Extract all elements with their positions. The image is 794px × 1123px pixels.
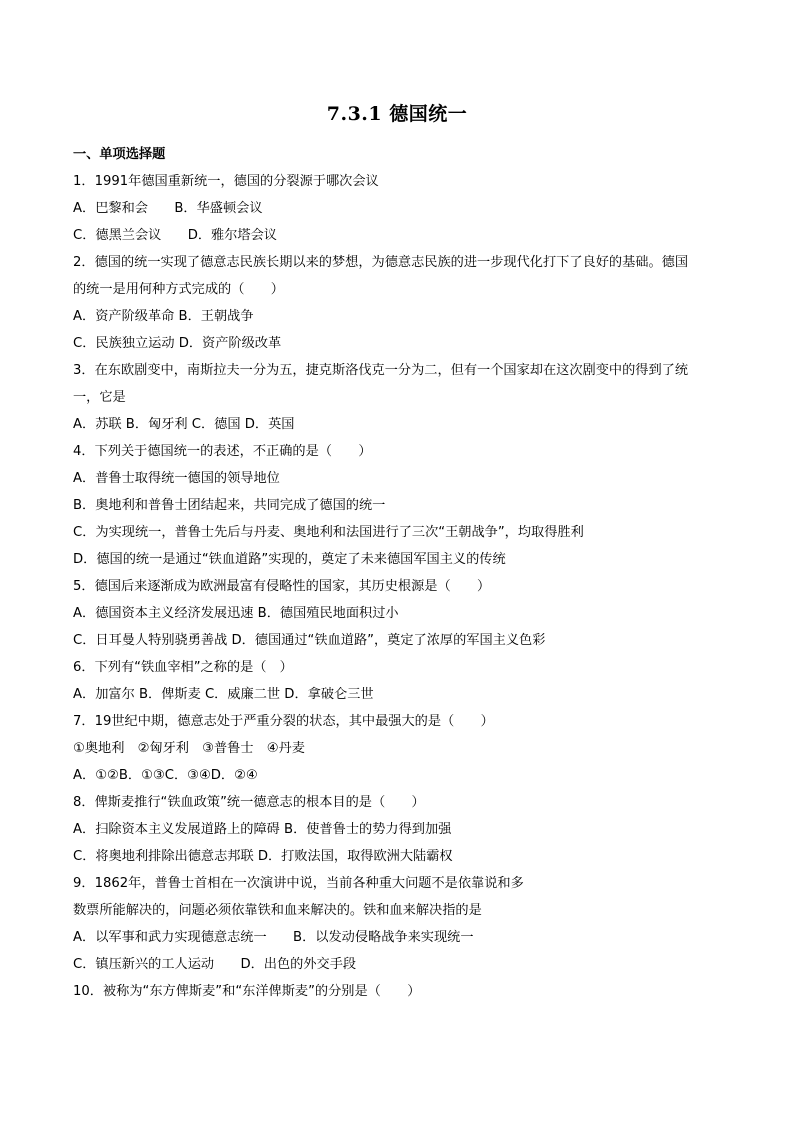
question-3-options: A．苏联 B．匈牙利 C．德国 D．英国 <box>73 417 295 432</box>
question-2-stem-line-2: 的统一是用何种方式完成的（ ） <box>73 282 284 297</box>
document-body <box>73 141 725 1005</box>
question-8-options-cd: C．将奥地利排除出德意志邦联 D．打败法国，取得欧洲大陆霸权 <box>73 849 453 864</box>
question-8-stem: 8．俾斯麦推行“铁血政策”统一德意志的根本目的是（ ） <box>73 795 425 810</box>
section-heading: 一、单项选择题 <box>73 147 166 162</box>
question-4-stem: 4．下列关于德国统一的表述，不正确的是（ ） <box>73 444 372 459</box>
question-7-stem: 7．19世纪中期，德意志处于严重分裂的状态，其中最强大的是（ ） <box>73 714 494 729</box>
question-7-items: ①奥地利 ②匈牙利 ③普鲁士 ④丹麦 <box>73 741 305 756</box>
question-1-options-ab: A．巴黎和会 B．华盛顿会议 <box>73 201 263 216</box>
question-9-options-ab: A．以军事和武力实现德意志统一 B．以发动侵略战争来实现统一 <box>73 930 474 945</box>
document-title: 7.3.1 德国统一 <box>326 103 468 125</box>
question-5-stem: 5．德国后来逐渐成为欧洲最富有侵略性的国家，其历史根源是（ ） <box>73 579 491 594</box>
question-4-option-b: B．奥地利和普鲁士团结起来，共同完成了德国的统一 <box>73 498 386 513</box>
question-2-options-cd: C．民族独立运动 D．资产阶级改革 <box>73 336 282 351</box>
question-2-options-ab: A．资产阶级革命 B．王朝战争 <box>73 309 254 324</box>
question-9-stem-line-2: 数票所能解决的，问题必须依靠铁和血来解决的。铁和血来解决指的是 <box>73 903 482 918</box>
question-4-option-c: C．为实现统一，普鲁士先后与丹麦、奥地利和法国进行了三次“王朝战争”，均取得胜利 <box>73 525 584 540</box>
question-2-stem-line-1: 2．德国的统一实现了德意志民族长期以来的梦想，为德意志民族的进一步现代化打下了良好的基础。德国 <box>73 255 689 270</box>
question-6-stem: 6．下列有“铁血宰相”之称的是（ ） <box>73 660 293 675</box>
question-4-option-d: D．德国的统一是通过“铁血道路”实现的，奠定了未来德国军国主义的传统 <box>73 552 506 567</box>
question-1-options-cd: C．德黑兰会议 D．雅尔塔会议 <box>73 228 277 243</box>
question-7-options: A．①②B．①③C．③④D．②④ <box>73 768 258 783</box>
question-8-options-ab: A．扫除资本主义发展道路上的障碍 B．使普鲁士的势力得到加强 <box>73 822 452 837</box>
question-3-stem-line-2: 一，它是 <box>73 390 126 405</box>
question-4-option-a: A．普鲁士取得统一德国的领导地位 <box>73 471 280 486</box>
question-6-options: A．加富尔 B．俾斯麦 C．威廉二世 D．拿破仑三世 <box>73 687 374 702</box>
question-3-stem-line-1: 3．在东欧剧变中，南斯拉夫一分为五，捷克斯洛伐克一分为二，但有一个国家却在这次剧变中的得到了统 <box>73 363 689 378</box>
question-9-options-cd: C．镇压新兴的工人运动 D．出色的外交手段 <box>73 957 357 972</box>
question-5-options-cd: C．日耳曼人特别骁勇善战 D．德国通过“铁血道路”，奠定了浓厚的军国主义色彩 <box>73 633 546 648</box>
question-9-stem-line-1: 9．1862年，普鲁士首相在一次演讲中说，当前各种重大问题不是依靠说和多 <box>73 876 524 891</box>
question-5-options-ab: A．德国资本主义经济发展迅速 B．德国殖民地面积过小 <box>73 606 399 621</box>
question-1-stem: 1．1991年德国重新统一，德国的分裂源于哪次会议 <box>73 174 379 189</box>
question-10-stem: 10．被称为“东方俾斯麦”和“东洋俾斯麦”的分别是（ ） <box>73 984 421 999</box>
